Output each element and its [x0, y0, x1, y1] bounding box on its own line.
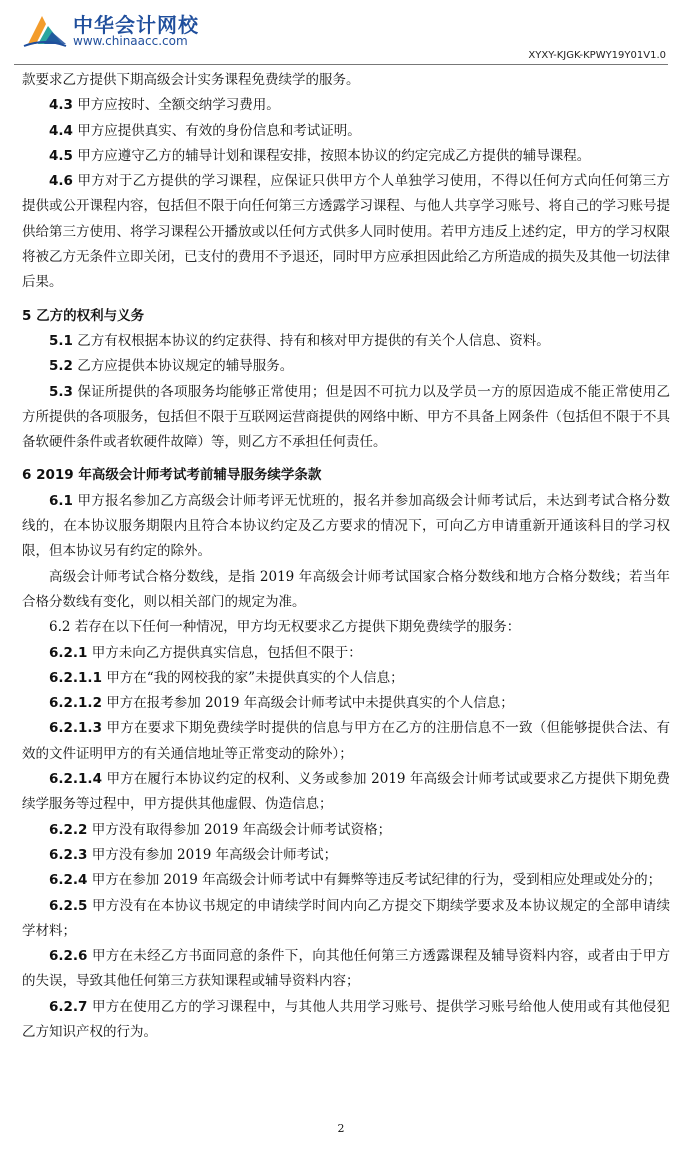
- clause-number: 6.2.4: [49, 872, 88, 889]
- clause-paragraph: [22, 868, 670, 893]
- clause-paragraph: [22, 641, 670, 666]
- clause-text: 款要求乙方提供下期高级会计实务课程免费续学的服务。: [22, 72, 360, 88]
- header-divider: [14, 64, 668, 65]
- document-body: [22, 68, 670, 1045]
- clause-text: 保证所提供的各项服务均能够正常使用；但是因不可抗力以及学员一方的原因造成不能正常使用乙方所提供的各项服务，包括但不限于互联网运营商提供的网络中断、甲方不具备上网条件（包括但不限于不具备软硬件条件或者软硬件故障）等，则乙方不承担任何责任。: [22, 383, 670, 451]
- clause-text: 乙方应提供本协议规定的辅导服务。: [72, 358, 294, 375]
- clause-paragraph: [22, 380, 670, 456]
- clause-text: 乙方有权根据本协议的约定获得、持有和核对甲方提供的有关个人信息、资料。: [72, 332, 550, 349]
- section-gap: [22, 455, 670, 463]
- section-heading: 5 乙方的权利与义务: [22, 307, 145, 324]
- clause-number: 6.2.1.2: [49, 695, 102, 712]
- clause-paragraph: [22, 93, 670, 118]
- clause-number: 6.2.1.4: [49, 771, 102, 788]
- clause-paragraph: [22, 944, 670, 995]
- clause-number: 6.2.3: [49, 846, 88, 863]
- chinaacc-logo-icon: [22, 10, 68, 50]
- clause-text: 甲方未向乙方提供真实信息，包括但不限于：: [87, 644, 362, 661]
- clause-text: 甲方在使用乙方的学习课程中，与其他人共用学习账号、提供学习账号给他人使用或有其他侵犯乙方知识产权的行为。: [22, 998, 670, 1040]
- clause-paragraph: [22, 329, 670, 354]
- clause-number: 6.2.7: [49, 998, 88, 1015]
- clause-text: 甲方在未经乙方书面同意的条件下，向其他任何第三方透露课程及辅导资料内容，或者由于甲方的失误，导致其他任何第三方获知课程或辅导资料内容；: [22, 948, 670, 990]
- clause-paragraph: [22, 894, 670, 945]
- section-gap: [22, 296, 670, 304]
- clause-number: 6.1: [49, 492, 73, 509]
- clause-number: 6.2.1: [49, 644, 88, 661]
- clause-number: 6.2.6: [49, 948, 88, 965]
- clause-paragraph: [22, 489, 670, 565]
- clause-text: 甲方报名参加乙方高级会计师考评无忧班的，报名并参加高级会计师考试后，未达到考试合格分数线的，在本协议服务期限内且符合本协议约定及乙方要求的情况下，可向乙方申请重新开通该科目的学习权限，但本协议另有约定的除外。: [22, 492, 670, 560]
- clause-paragraph: [22, 354, 670, 379]
- clause-number: 6.2.5: [49, 897, 88, 914]
- clause-number: 4.6: [49, 173, 73, 190]
- clause-paragraph: [22, 68, 670, 93]
- clause-paragraph: [22, 716, 670, 767]
- clause-paragraph: [22, 818, 670, 843]
- clause-number: 4.3: [49, 97, 73, 114]
- clause-text: 甲方在履行本协议约定的权利、义务或参加 2019 年高级会计师考试或要求乙方提供下期免费续学服务等过程中，甲方提供其他虚假、伪造信息；: [22, 771, 670, 813]
- clause-text: 甲方在参加 2019 年高级会计师考试中有舞弊等违反考试纪律的行为，受到相应处理或处分的；: [87, 872, 662, 889]
- clause-number: 4.4: [49, 122, 73, 139]
- logo-name: 中华会计网校: [73, 13, 199, 37]
- clause-number: 6.2.2: [49, 821, 88, 838]
- clause-text: 甲方在报考参加 2019 年高级会计师考试中未提供真实的个人信息；: [101, 695, 514, 712]
- clause-number: 6.2.1.3: [49, 720, 102, 737]
- clause-text: 甲方没有参加 2019 年高级会计师考试；: [87, 846, 338, 863]
- clause-paragraph: [22, 615, 670, 640]
- page-number: 2: [337, 1122, 345, 1135]
- clause-text: 甲方在“我的网校我的家”未提供真实的个人信息；: [101, 669, 404, 686]
- clause-text: 甲方没有在本协议书规定的申请续学时间内向乙方提交下期续学要求及本协议规定的全部申请续学材料；: [22, 897, 670, 939]
- clause-text: 6.2 若存在以下任何一种情况，甲方均无权要求乙方提供下期免费续学的服务：: [49, 619, 521, 636]
- clause-number: 6.2.1.1: [49, 669, 102, 686]
- clause-paragraph: [22, 119, 670, 144]
- clause-number: 4.5: [49, 147, 73, 164]
- clause-paragraph: [22, 565, 670, 616]
- clause-text: 甲方对于乙方提供的学习课程，应保证只供甲方个人单独学习使用，不得以任何方式向任何第三方提供或公开课程内容，包括但不限于向任何第三方透露学习课程、与他人共享学习账号、将自己的学习账号提供给第三方使用、将学习课程公开播放或以任何方式供多人同时使用。若甲方违反上述约定，甲方的学习权限将被乙方无条件立即关闭，已支付的费用不予退还，同时甲方应承担因此给乙方所造成的损失及其他一切法律后果。: [22, 173, 670, 291]
- logo-url: www.chinaacc.com: [73, 34, 188, 48]
- clause-text: 甲方应遵守乙方的辅导计划和课程安排，按照本协议的约定完成乙方提供的辅导课程。: [72, 147, 591, 164]
- clause-text: 高级会计师考试合格分数线，是指 2019 年高级会计师考试国家合格分数线和地方合格分数线；若当年合格分数线有变化，则以相关部门的规定为准。: [22, 568, 670, 610]
- clause-paragraph: [22, 995, 670, 1046]
- clause-paragraph: [22, 169, 670, 295]
- clause-text: 甲方应按时、全额交纳学习费用。: [72, 97, 280, 114]
- clause-paragraph: [22, 843, 670, 868]
- document-code: XYXY-KJGK-KPWY19Y01V1.0: [528, 50, 666, 61]
- clause-text: 甲方没有取得参加 2019 年高级会计师考试资格；: [87, 821, 392, 838]
- clause-number: 5.3: [49, 383, 73, 400]
- clause-paragraph: [22, 666, 670, 691]
- clause-number: 5.1: [49, 332, 73, 349]
- clause-text: 甲方在要求下期免费续学时提供的信息与甲方在乙方的注册信息不一致（但能够提供合法、有效的文件证明甲方的有关通信地址等正常变动的除外）；: [22, 720, 670, 762]
- clause-paragraph: [22, 691, 670, 716]
- clause-number: 5.2: [49, 358, 73, 375]
- section-heading: 6 2019 年高级会计师考试考前辅导服务续学条款: [22, 467, 322, 484]
- clause-paragraph: [22, 144, 670, 169]
- clause-paragraph: [22, 767, 670, 818]
- clause-text: 甲方应提供真实、有效的身份信息和考试证明。: [72, 122, 361, 139]
- page-header: [0, 0, 682, 64]
